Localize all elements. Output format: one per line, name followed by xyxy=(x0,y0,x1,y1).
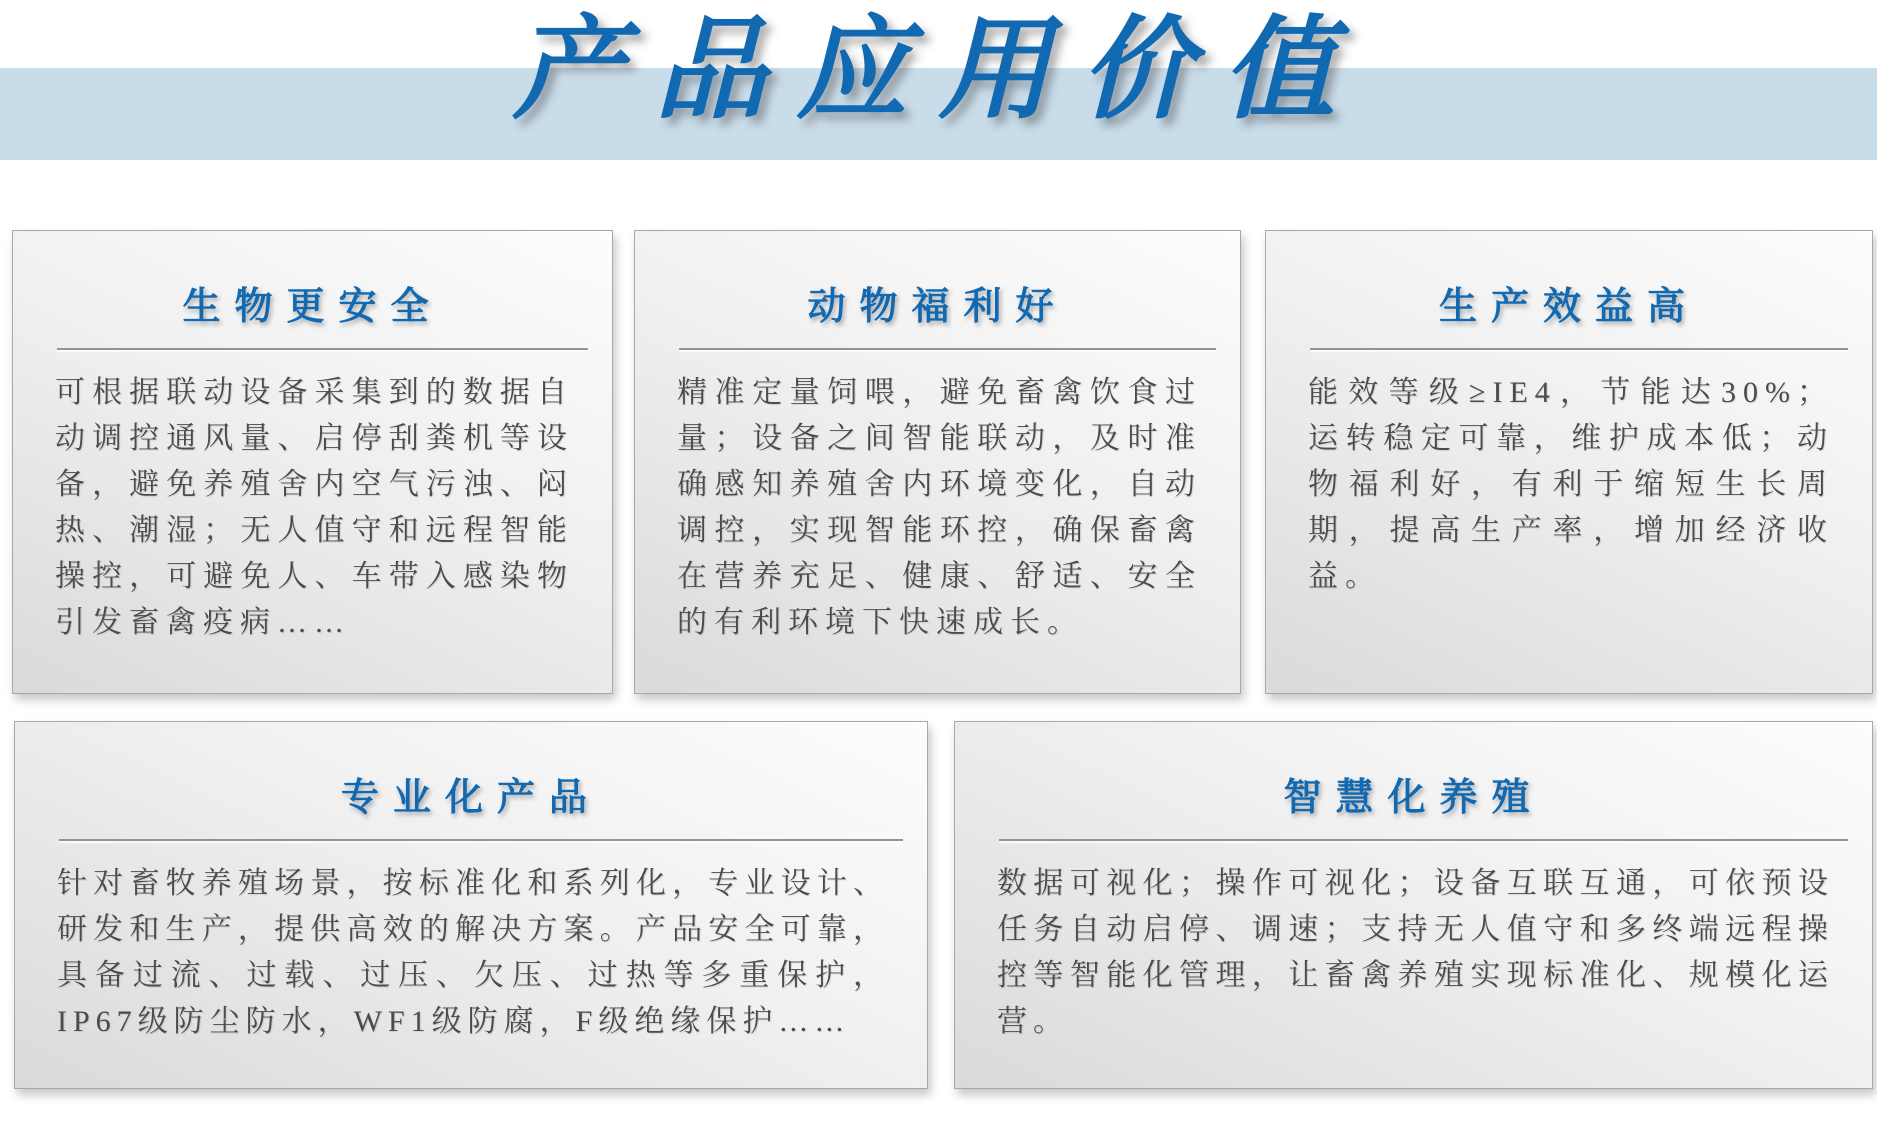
card-bio-safety-title: 生物更安全 xyxy=(182,286,443,328)
card-bio-safety xyxy=(12,230,613,694)
card-professional-product xyxy=(14,721,928,1089)
card-production-efficiency-title: 生产效益高 xyxy=(1438,286,1699,328)
card-animal-welfare-divider xyxy=(679,348,1216,350)
card-animal-welfare-body: 精准定量饲喂，避免畜禽饮食过量；设备之间智能联动，及时准确感知养殖舍内环境变化，自动调控，实现智能环控，确保畜禽在营养充足、健康、舒适、安全的有利环境下快速成长。 xyxy=(677,376,1202,639)
card-smart-farming-body: 数据可视化；操作可视化；设备互联互通，可依预设任务自动启停、调速；支持无人值守和多终端远程操控等智能化管理，让畜禽养殖实现标准化、规模化运营。 xyxy=(997,867,1834,1038)
card-production-efficiency-divider xyxy=(1310,348,1848,350)
card-professional-product-divider xyxy=(59,839,903,841)
card-production-efficiency-body: 能效等级≥IE4，节能达30%；运转稳定可靠，维护成本低；动物福利好，有利于缩短生长周期，提高生产率，增加经济收益。 xyxy=(1308,376,1834,593)
card-smart-farming xyxy=(954,721,1873,1089)
card-smart-farming-divider xyxy=(999,839,1848,841)
card-animal-welfare xyxy=(634,230,1241,694)
card-production-efficiency xyxy=(1265,230,1873,694)
card-bio-safety-body: 可根据联动设备采集到的数据自动调控通风量、启停刮粪机等设备，避免养殖舍内空气污浊、闷热、潮湿；无人值守和远程智能操控，可避免人、车带入感染物引发畜禽疫病…… xyxy=(55,376,574,639)
card-bio-safety-divider xyxy=(57,348,588,350)
card-professional-product-title: 专业化产品 xyxy=(340,777,601,819)
card-professional-product-body: 针对畜牧养殖场景，按标准化和系列化，专业设计、研发和生产，提供高效的解决方案。产品安全可靠，具备过流、过载、过压、欠压、过热等多重保护，IP67级防尘防水，WF1级防腐，F级绝缘保护…… xyxy=(57,867,889,1038)
card-animal-welfare-title: 动物福利好 xyxy=(807,286,1068,328)
card-smart-farming-title: 智慧化养殖 xyxy=(1283,777,1544,819)
page-title: 产品应用价值 xyxy=(512,4,1365,135)
